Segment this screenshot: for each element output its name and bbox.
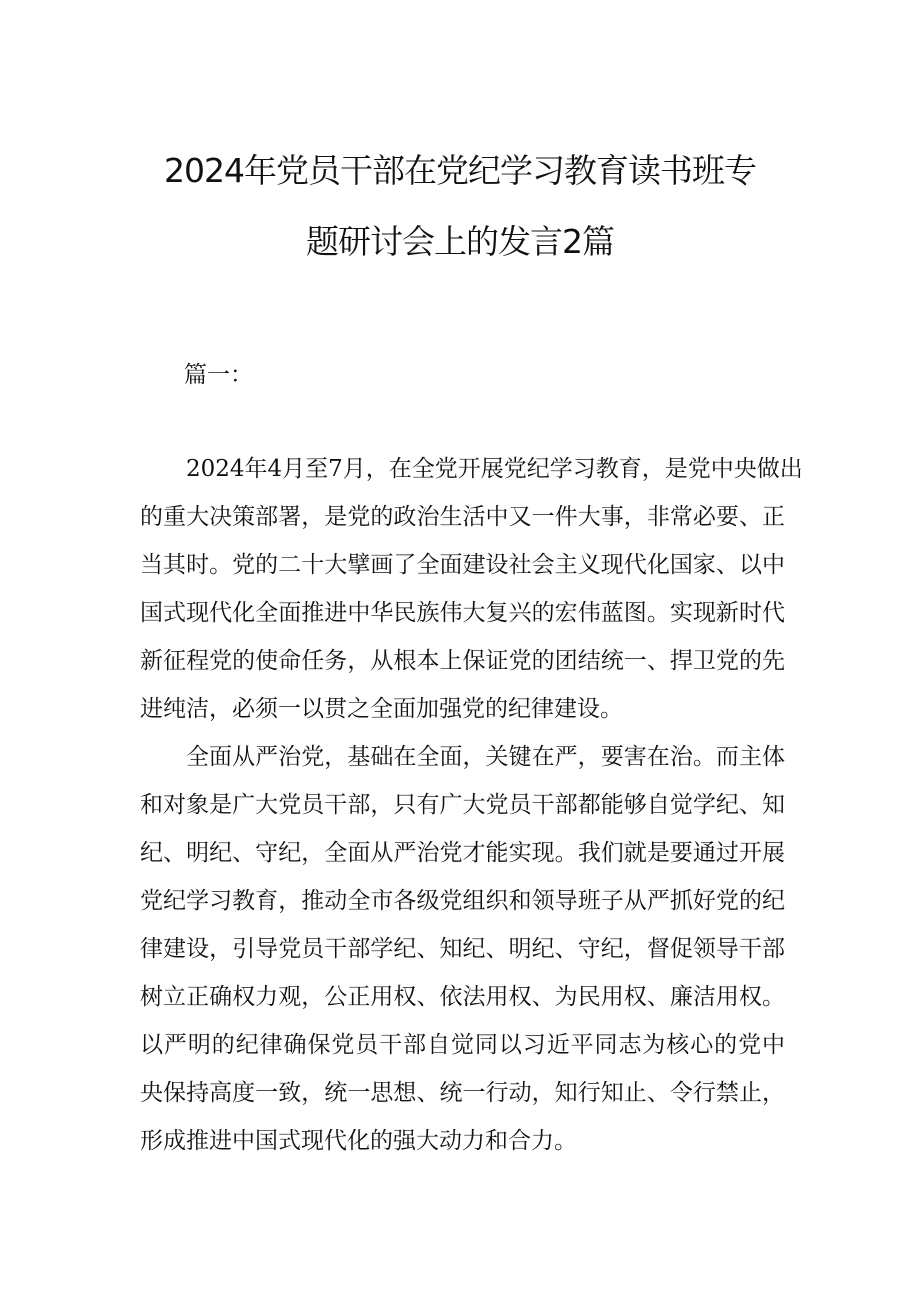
document-title-line-1: 2024年党员干部在党纪学习教育读书班专 <box>164 151 756 190</box>
paragraph-line: 的重大决策部署，是党的政治生活中又一件大事，非常必要、正 <box>140 504 785 530</box>
paragraph-line: 进纯洁，必须一以贯之全面加强党的纪律建设。 <box>140 696 623 722</box>
paragraph-line: 树立正确权力观，公正用权、依法用权、为民用权、廉洁用权。 <box>140 984 785 1010</box>
paragraph-line: 形成推进中国式现代化的强大动力和合力。 <box>140 1128 577 1154</box>
paragraph-line: 全面从严治党，基础在全面，关键在严，要害在治。而主体 <box>186 744 785 770</box>
paragraph-line: 纪、明纪、守纪，全面从严治党才能实现。我们就是要通过开展 <box>140 840 785 866</box>
paragraph-line: 党纪学习教育，推动全市各级党组织和领导班子从严抓好党的纪 <box>140 888 785 914</box>
paragraph-line: 以严明的纪律确保党员干部自觉同以习近平同志为核心的党中 <box>140 1032 785 1058</box>
paragraph-line: 央保持高度一致，统一思想、统一行动，知行知止、令行禁止， <box>140 1080 785 1106</box>
paragraph-line: 2024年4月至7月，在全党开展党纪学习教育，是党中央做出 <box>186 456 803 482</box>
paragraph-line: 和对象是广大党员干部，只有广大党员干部都能够自觉学纪、知 <box>140 792 785 818</box>
document-title-line-2: 题研讨会上的发言2篇 <box>306 222 614 261</box>
paragraph-line: 新征程党的使命任务，从根本上保证党的团结统一、捍卫党的先 <box>140 648 785 674</box>
paragraph-line: 律建设，引导党员干部学纪、知纪、明纪、守纪，督促领导干部 <box>140 936 785 962</box>
paragraph-line: 国式现代化全面推进中华民族伟大复兴的宏伟蓝图。实现新时代 <box>140 600 785 626</box>
paragraph-line: 当其时。党的二十大擘画了全面建设社会主义现代化国家、以中 <box>140 552 785 578</box>
section-label: 篇一： <box>184 362 253 388</box>
